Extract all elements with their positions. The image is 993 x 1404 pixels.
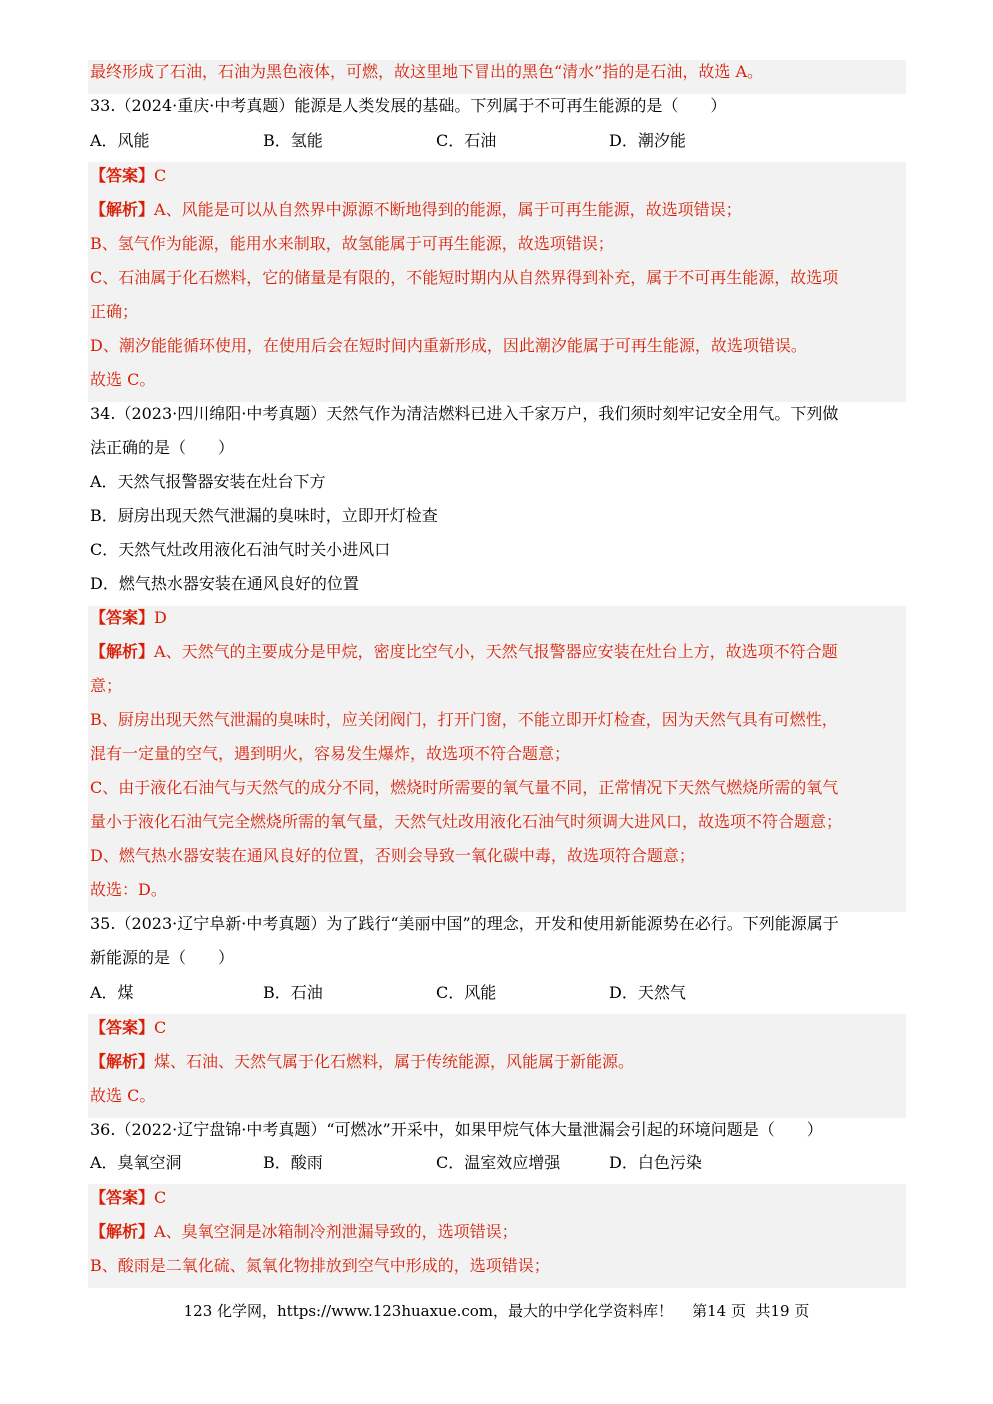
q35-analysis-1 (90, 1052, 634, 1072)
q35-option-b: B．石油 (263, 983, 323, 1002)
q34-option-c: C．天然气灶改用液化石油气时关小进风口 (90, 540, 391, 559)
q36-option-c: C．温室效应增强 (436, 1153, 561, 1172)
q34-analysis-8: 故选：D。 (90, 880, 167, 899)
q34-analysis-6: 量小于液化石油气完全燃烧所需的氧气量，天然气灶改用液化石油气时须调大进风口，故选项不符合题意； (90, 812, 843, 831)
q34-option-d: D．燃气热水器安装在通风良好的位置 (90, 574, 359, 593)
q35-option-a: A．煤 (90, 983, 134, 1002)
q36-option-a: A．臭氧空洞 (90, 1153, 182, 1172)
page-footer (0, 1300, 993, 1321)
q36-option-b: B．酸雨 (263, 1153, 323, 1172)
analysis-tag: 【解析】 (90, 1222, 155, 1241)
q34-option-b: B．厨房出现天然气泄漏的臭味时，立即开灯检查 (90, 506, 438, 525)
q34-answer (90, 608, 167, 628)
q33-option-d: D．潮汐能 (609, 131, 686, 150)
q33-analysis-5: D、潮汐能能循环使用，在使用后会在短时间内重新形成，因此潮汐能属于可再生能源，故选项错误。 (90, 336, 807, 355)
answer-tag: 【答案】 (90, 166, 155, 185)
q33-stem: 33.（2024·重庆·中考真题）能源是人类发展的基础。下列属于不可再生能源的是（ ） (90, 96, 727, 115)
analysis-text: A、臭氧空洞是冰箱制冷剂泄漏导致的，选项错误； (154, 1222, 518, 1241)
q34-analysis-3: B、厨房出现天然气泄漏的臭味时，应关闭阀门，打开门窗，不能立即开灯检查，因为天然气具有可燃性， (90, 710, 838, 729)
q36-analysis-1 (90, 1222, 518, 1242)
q35-analysis-2: 故选 C。 (90, 1086, 156, 1105)
analysis-tag: 【解析】 (90, 1052, 155, 1071)
q34-option-a: A．天然气报警器安装在灶台下方 (90, 472, 326, 491)
q33-answer (90, 166, 166, 186)
q32-analysis-tail: 最终形成了石油，石油为黑色液体，可燃，故这里地下冒出的黑色“清水”指的是石油，故选 A。 (90, 62, 764, 81)
q35-option-d: D．天然气 (609, 983, 686, 1002)
q34-analysis-4: 混有一定量的空气，遇到明火，容易发生爆炸，故选项不符合题意； (90, 744, 571, 763)
q34-analysis-1 (90, 642, 838, 662)
q34-stem-1: 34.（2023·四川绵阳·中考真题）天然气作为清洁燃料已进入千家万户，我们须时刻牢记安全用气。下列做 (90, 404, 839, 423)
q35-answer (90, 1018, 166, 1038)
q36-answer (90, 1188, 166, 1208)
analysis-text: A、天然气的主要成分是甲烷，密度比空气小，天然气报警器应安装在灶台上方，故选项不符合题 (154, 642, 838, 661)
answer-value: D (154, 608, 167, 627)
footer-page-number: 第14 页 共19 页 (692, 1302, 810, 1320)
q33-option-a: A．风能 (90, 131, 150, 150)
q36-option-d: D．白色污染 (609, 1153, 702, 1172)
q33-option-b: B．氢能 (263, 131, 323, 150)
answer-tag: 【答案】 (90, 1018, 155, 1037)
q33-analysis-6: 故选 C。 (90, 370, 156, 389)
analysis-text: 煤、石油、天然气属于化石燃料，属于传统能源，风能属于新能源。 (154, 1052, 635, 1071)
analysis-text: A、风能是可以从自然界中源源不断地得到的能源，属于可再生能源，故选项错误； (154, 200, 742, 219)
analysis-tag: 【解析】 (90, 642, 155, 661)
analysis-tag: 【解析】 (90, 200, 155, 219)
q33-analysis-2: B、氢气作为能源，能用水来制取，故氢能属于可再生能源，故选项错误； (90, 234, 614, 253)
q33-option-c: C．石油 (436, 131, 497, 150)
q33-analysis-1 (90, 200, 742, 220)
q35-stem-2: 新能源的是（ ） (90, 948, 235, 967)
q34-analysis-7: D、燃气热水器安装在通风良好的位置，否则会导致一氧化碳中毒，故选项符合题意； (90, 846, 695, 865)
answer-value: C (154, 1188, 167, 1207)
answer-value: C (154, 1018, 167, 1037)
answer-tag: 【答案】 (90, 608, 155, 627)
q36-analysis-2: B、酸雨是二氧化硫、氮氧化物排放到空气中形成的，选项错误； (90, 1256, 550, 1275)
footer-site: 123 化学网，https://www.123huaxue.com，最大的中学化学资料库！ (183, 1302, 674, 1320)
q34-analysis-5: C、由于液化石油气与天然气的成分不同，燃烧时所需要的氧气量不同，正常情况下天然气燃烧所需的氧气 (90, 778, 839, 797)
answer-tag: 【答案】 (90, 1188, 155, 1207)
answer-value: C (154, 166, 167, 185)
q33-analysis-4: 正确； (90, 302, 139, 321)
q36-stem: 36.（2022·辽宁盘锦·中考真题）“可燃冰”开采中，如果甲烷气体大量泄漏会引起的环境问题是（ ） (90, 1120, 823, 1139)
q34-stem-2: 法正确的是（ ） (90, 438, 235, 457)
q33-analysis-3: C、石油属于化石燃料，它的储量是有限的，不能短时期内从自然界得到补充，属于不可再生能源，故选项 (90, 268, 839, 287)
q34-analysis-2: 意； (90, 676, 123, 695)
q35-option-c: C．风能 (436, 983, 497, 1002)
q35-stem-1: 35.（2023·辽宁阜新·中考真题）为了践行“美丽中国”的理念，开发和使用新能源势在必行。下列能源属于 (90, 914, 839, 933)
